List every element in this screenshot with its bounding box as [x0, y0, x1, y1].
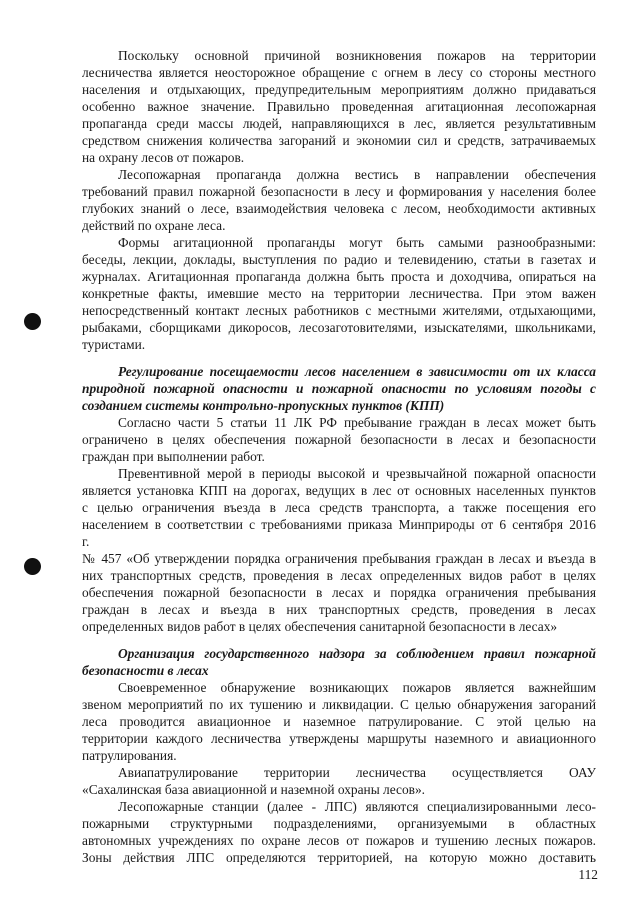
text-line: леса проводится авиационное и наземное патрулирование. С этой целью на [82, 714, 596, 729]
text-line: Превентивной мерой в периоды высокой и чрезвычайной пожарной опасности [118, 466, 596, 481]
text-line: них транспортных средств, проведения в лесах определенных видов работ в целях [82, 568, 596, 583]
text-line: средством снижения количества загораний и экономии сил и средств, затрачиваемых [82, 133, 596, 148]
text-line: граждан в лесах и въезда в них транспортных средств, проведения в лесах [82, 602, 596, 617]
text-line: с целью ограничения въезда в леса средств транспорта, а также посещения его [82, 500, 596, 515]
text-line: Формы агитационной пропаганды могут быть самыми разнообразными: [118, 235, 596, 250]
text-line: журналах. Агитационная пропаганда должна быть проста и доходчива, опираться на [82, 269, 596, 284]
text-line: ограничено в целях обеспечения пожарной безопасности в лесах и безопасности [82, 432, 596, 447]
text-line: Лесопожарные станции (далее - ЛПС) являются специализированными лесо- [118, 799, 596, 814]
text-line: Лесопожарная пропаганда должна вестись в направлении обеспечения [118, 167, 596, 182]
text-line: № 457 «Об утверждении порядка ограничения пребывания граждан в лесах и въезда в [82, 551, 596, 566]
text-line: непосредственный контакт лесных работников с местными жителями, отдыхающими, [82, 303, 596, 318]
text-line: глубоких знаний о лесе, взаимодействия человека с лесом, необходимости активных [82, 201, 596, 216]
text-line: населением в соответствии с требованиями приказа Минприроды от 6 сентября 2016 [82, 517, 596, 532]
text-line: беседы, лекции, доклады, выступления по радио и телевидению, статьи в газетах и [82, 252, 596, 267]
text-line: особенно важное значение. Правильно проведенная агитационная лесопожарная [82, 99, 596, 114]
section-heading: Организация государственного надзора за соблюдением правил пожарной [118, 646, 596, 661]
section-heading: природной пожарной опасности и пожарной опасности по условиям погоды с [82, 381, 596, 396]
text-line: Согласно части 5 статьи 11 ЛК РФ пребывание граждан в лесах может быть [118, 415, 596, 430]
text-line: действий по охране леса. [82, 218, 226, 233]
text-line: территории каждого лесничества утверждены маршруты наземного и авиационного [82, 731, 596, 746]
text-line: автономных учреждениях по охране лесов от пожаров и тушению лесных пожаров. [82, 833, 596, 848]
text-line: граждан при выполнении работ. [82, 449, 265, 464]
binder-hole [24, 313, 41, 330]
text-line: конкретные факты, имевшие место на территории лесничества. При этом важен [82, 286, 596, 301]
text-line: Поскольку основной причиной возникновения пожаров на территории [118, 48, 596, 63]
text-line: патрулирования. [82, 748, 177, 763]
text-line: населения и отдыхающих, предупредительным мероприятиям должно придаваться [82, 82, 596, 97]
text-line: пожарными структурными подразделениями, организуемыми в областных [82, 816, 596, 831]
text-line: лесничества является неосторожное обращение с огнем в лесу со стороны местного [82, 65, 596, 80]
text-line: г. [82, 534, 90, 549]
section-heading: безопасности в лесах [82, 663, 209, 678]
binder-hole [24, 558, 41, 575]
text-line: Авиапатрулирование территории лесничества осуществляется ОАУ [118, 765, 596, 780]
text-line: пропаганда среди массы людей, направляющихся в лес, является результативным [82, 116, 596, 131]
text-line: является установка КПП на дорогах, ведущих в лес от основных населенных пунктов [82, 483, 596, 498]
section-heading: созданием системы контрольно-пропускных пунктов (КПП) [82, 398, 445, 413]
section-heading: Регулирование посещаемости лесов населением в зависимости от их класса [118, 364, 596, 379]
text-line: требований правил пожарной безопасности в лесу и формирования у населения более [82, 184, 596, 199]
text-line: туристами. [82, 337, 146, 352]
text-line: Своевременное обнаружение возникающих пожаров является важнейшим [118, 680, 596, 695]
text-line: «Сахалинская база авиационной и наземной охраны лесов». [82, 782, 426, 797]
text-line: обеспечения пожарной безопасности в лесах и порядка ограничения пребывания [82, 585, 596, 600]
text-line: рыбаками, сборщиками дикоросов, лесозаготовителями, изыскателями, школьниками, [82, 320, 596, 335]
text-line: определенных видов работ в целях обеспечения санитарной безопасности в лесах» [82, 619, 558, 634]
text-line: звеном мероприятий по их тушению и ликвидации. С целью обнаружения загораний [82, 697, 596, 712]
page-number: 112 [578, 867, 598, 882]
text-line: Зоны действия ЛПС определяются территорией, на которую можно доставить [82, 850, 596, 865]
text-line: на охрану лесов от пожаров. [82, 150, 245, 165]
